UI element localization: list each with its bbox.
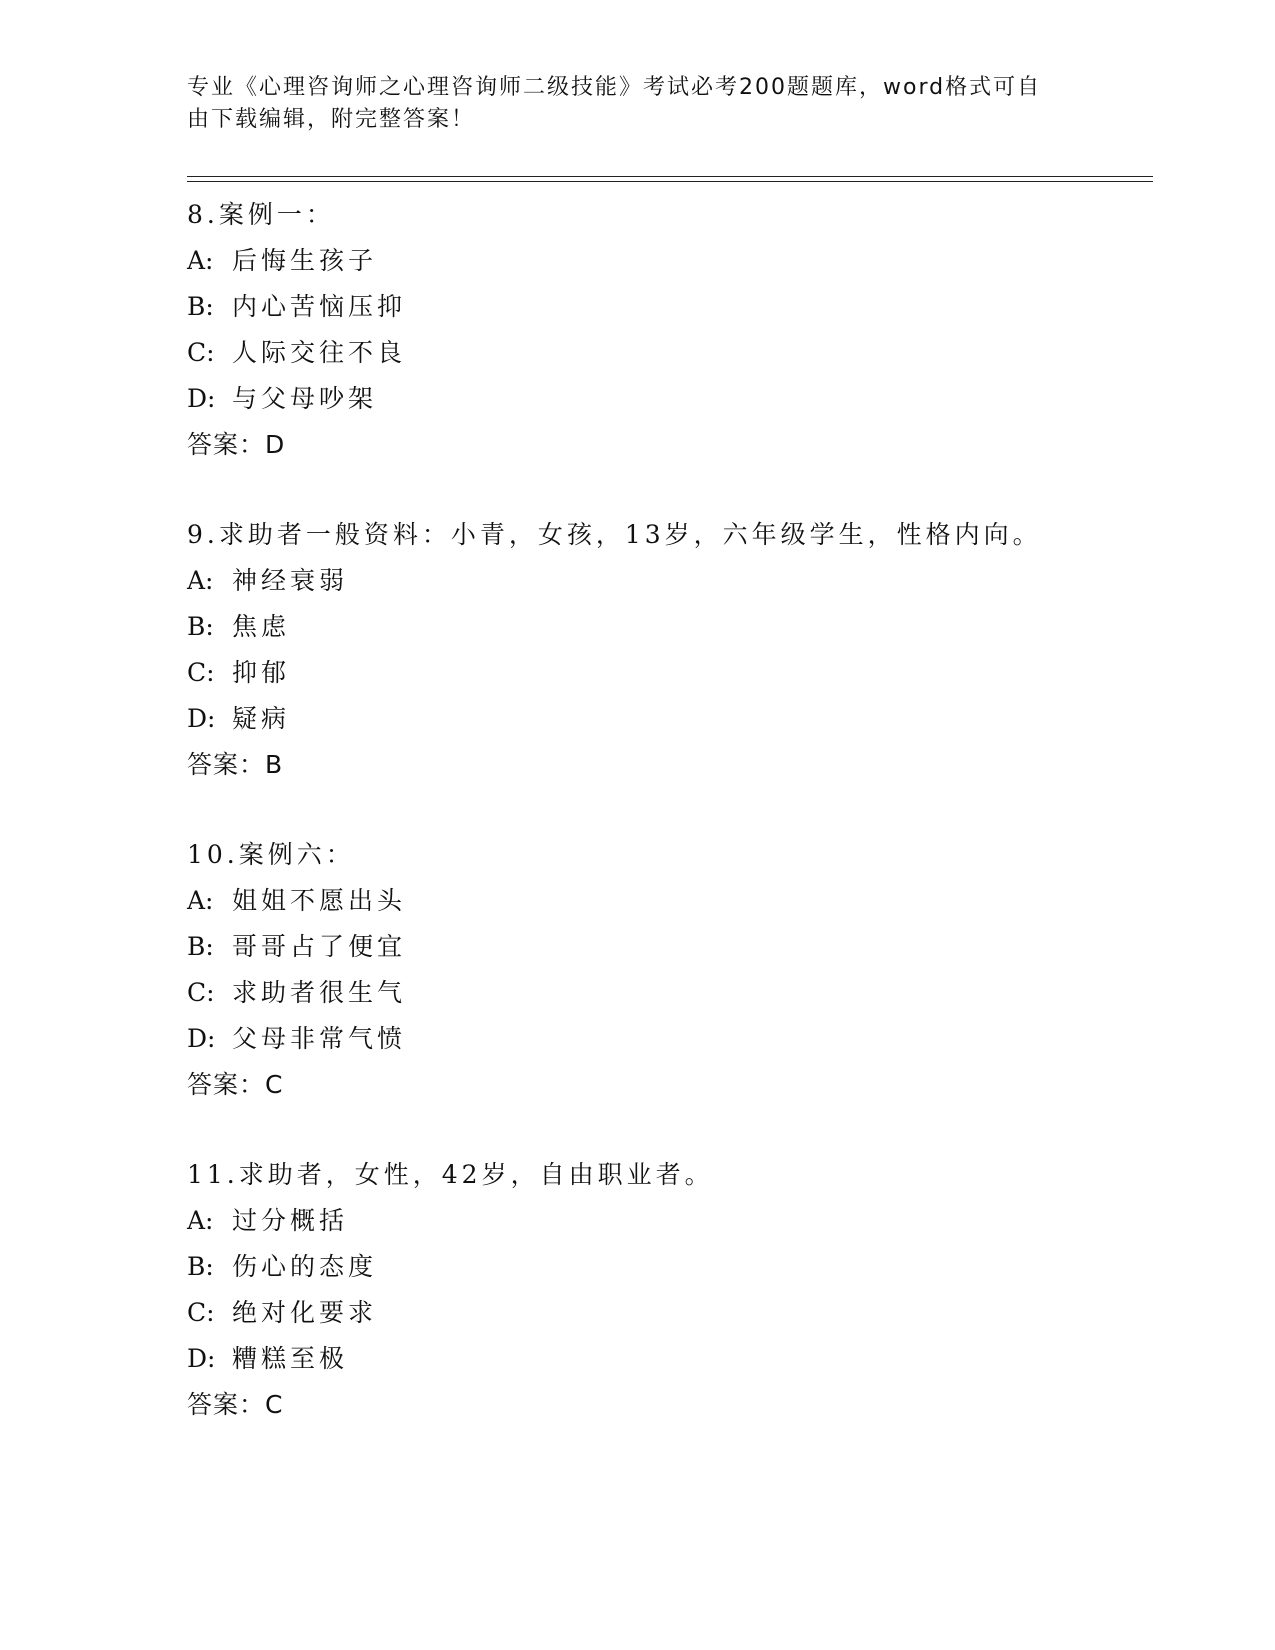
option-text: 后悔生孩子: [232, 246, 378, 275]
option-letter: A:: [187, 566, 214, 595]
option-letter: B:: [187, 932, 214, 961]
option-text: 抑郁: [232, 658, 291, 687]
option-a: [187, 1198, 1153, 1244]
option-b: [187, 924, 1153, 970]
option-text: 焦虑: [232, 612, 291, 641]
answer-line: 答案：B: [187, 750, 284, 779]
option-letter: A:: [187, 1206, 214, 1235]
header-divider-bottom: [187, 181, 1153, 182]
option-text: 疑病: [232, 704, 291, 733]
option-c: [187, 970, 1153, 1016]
option-d: [187, 696, 1153, 742]
option-letter: D:: [187, 384, 216, 413]
option-text: 糟糕至极: [232, 1344, 349, 1373]
question-stem: 10.案例六：: [187, 840, 355, 869]
option-letter: D:: [187, 704, 216, 733]
option-text: 绝对化要求: [232, 1298, 378, 1327]
question-stem: 9.求助者一般资料：小青，女孩，13岁，六年级学生，性格内向。: [187, 520, 1042, 549]
option-letter: D:: [187, 1024, 216, 1053]
option-letter: C:: [187, 1298, 215, 1327]
option-text: 与父母吵架: [232, 384, 378, 413]
option-text: 神经衰弱: [232, 566, 349, 595]
option-letter: C:: [187, 338, 215, 367]
option-c: [187, 330, 1153, 376]
option-d: [187, 376, 1153, 422]
option-b: [187, 604, 1153, 650]
option-letter: A:: [187, 246, 214, 275]
option-text: 父母非常气愤: [232, 1024, 407, 1053]
option-a: [187, 238, 1153, 284]
option-b: [187, 284, 1153, 330]
option-text: 内心苦恼压抑: [232, 292, 407, 321]
header-line-1: 专业《心理咨询师之心理咨询师二级技能》考试必考200题题库，word格式可自: [187, 75, 1042, 100]
document-header: [187, 72, 1067, 136]
option-letter: B:: [187, 612, 214, 641]
question-item: [187, 512, 1153, 788]
question-item: [187, 192, 1153, 468]
option-text: 过分概括: [232, 1206, 349, 1235]
option-letter: B:: [187, 1252, 214, 1281]
question-stem: 8.案例一：: [187, 200, 335, 229]
option-letter: A:: [187, 886, 214, 915]
option-text: 姐姐不愿出头: [232, 886, 407, 915]
option-letter: B:: [187, 292, 214, 321]
option-text: 求助者很生气: [232, 978, 407, 1007]
option-letter: C:: [187, 978, 215, 1007]
header-line-2: 由下载编辑，附完整答案！: [187, 107, 476, 132]
option-d: [187, 1336, 1153, 1382]
option-letter: C:: [187, 658, 215, 687]
option-letter: D:: [187, 1344, 216, 1373]
question-stem: 11.求助者，女性，42岁，自由职业者。: [187, 1160, 714, 1189]
option-d: [187, 1016, 1153, 1062]
question-list: [187, 192, 1153, 1472]
answer-line: 答案：C: [187, 1070, 284, 1099]
option-text: 伤心的态度: [232, 1252, 378, 1281]
answer-line: 答案：C: [187, 1390, 284, 1419]
option-text: 哥哥占了便宜: [232, 932, 407, 961]
option-c: [187, 1290, 1153, 1336]
question-item: [187, 1152, 1153, 1428]
option-b: [187, 1244, 1153, 1290]
option-a: [187, 878, 1153, 924]
answer-line: 答案：D: [187, 430, 286, 459]
header-divider-top: [187, 176, 1153, 177]
question-item: [187, 832, 1153, 1108]
option-c: [187, 650, 1153, 696]
option-a: [187, 558, 1153, 604]
option-text: 人际交往不良: [232, 338, 407, 367]
